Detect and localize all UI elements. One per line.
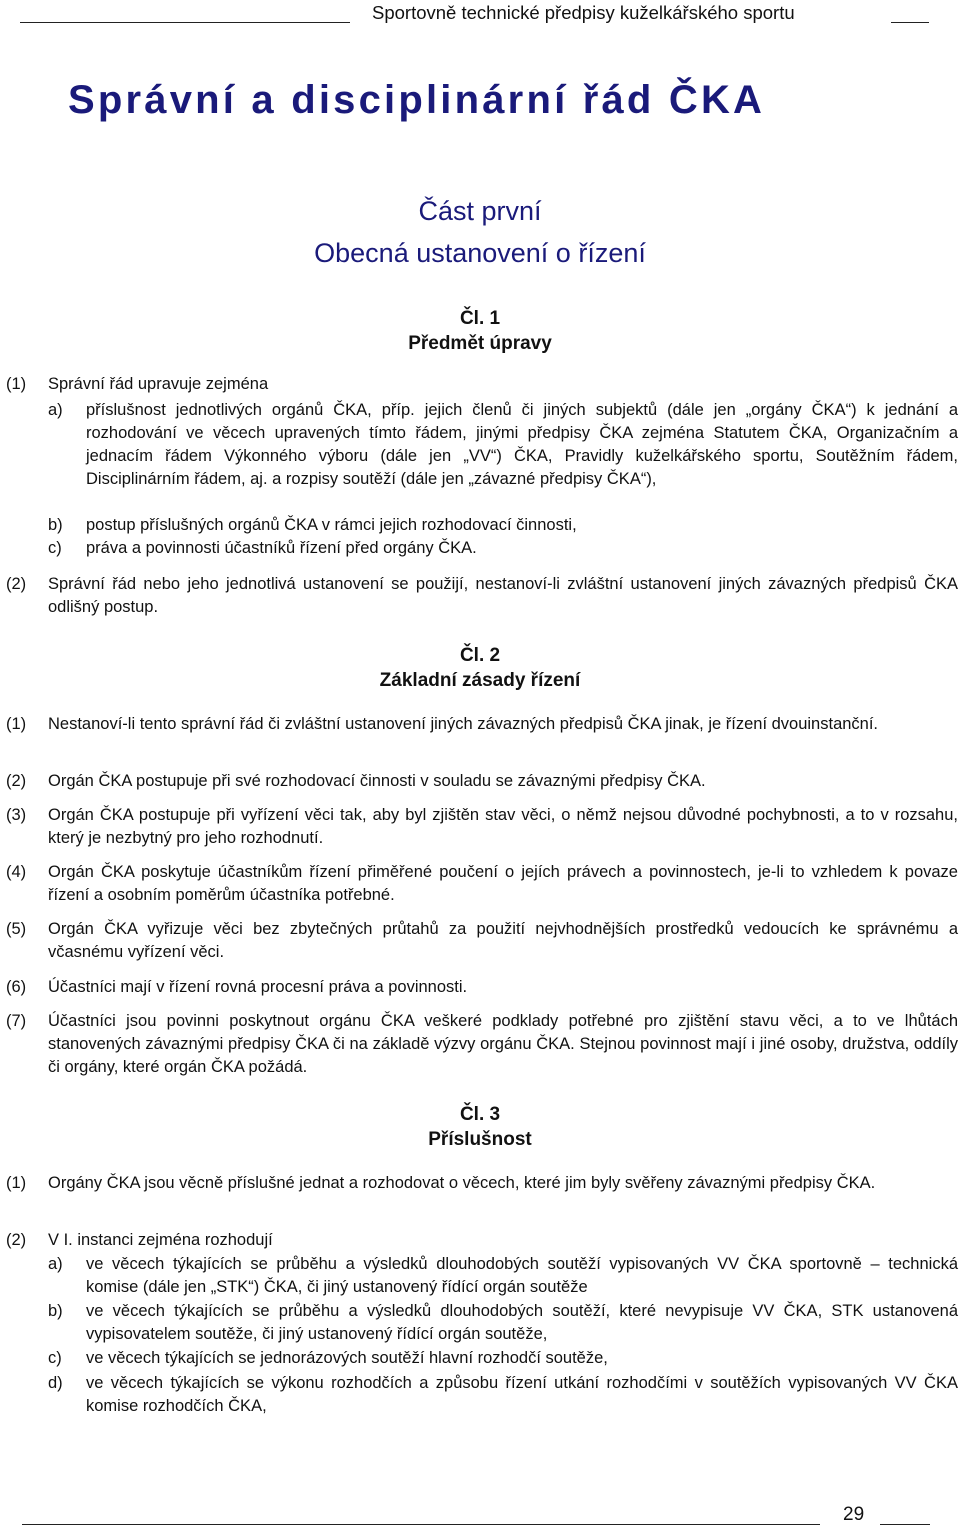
- footer-rule-left: [22, 1524, 820, 1525]
- article-3-item-c: [48, 1347, 958, 1370]
- paragraph-text: Orgán ČKA poskytuje účastníkům řízení přiměřené poučení o jejích právech a povinnostech, je-li to vzhledem k povaze řízení a osobním poměrům účastníka potřebné.: [48, 863, 958, 904]
- article-1-item-b: [48, 514, 958, 537]
- item-label: b): [48, 516, 63, 534]
- article-2-paragraph-6: [6, 976, 958, 999]
- page-footer: [0, 1500, 960, 1528]
- item-label: b): [48, 1302, 63, 1320]
- article-3-number: Čl. 3: [459, 1104, 501, 1125]
- page-header: [0, 0, 960, 26]
- paragraph-number: (3): [6, 806, 27, 824]
- page-number: 29: [843, 1504, 865, 1525]
- header-rule-left: [20, 22, 350, 23]
- item-text: ve věcech týkajících se průběhu a výsledků dlouhodobých soutěží, které nevypisuje VV ČKA, STK ustanovená vypisovatelem soutěže, či jiný ustanovený řídící orgán soutěže,: [86, 1302, 958, 1343]
- paragraph-number: (4): [6, 863, 27, 881]
- article-1-item-c: [48, 537, 958, 560]
- paragraph-text: V I. instanci zejména rozhodují: [48, 1231, 273, 1249]
- document-title: Správní a disciplinární řád ČKA: [68, 78, 766, 122]
- item-label: c): [48, 539, 62, 557]
- article-2-paragraph-2: [6, 770, 958, 793]
- item-label: a): [48, 1255, 63, 1273]
- paragraph-number: (2): [6, 772, 27, 790]
- item-label: c): [48, 1349, 62, 1367]
- paragraph-text: Správní řád upravuje zejména: [48, 375, 269, 393]
- article-2-number: Čl. 2: [459, 645, 501, 666]
- footer-rule-right: [880, 1524, 930, 1525]
- item-text: postup příslušných orgánů ČKA v rámci jejich rozhodovací činnosti,: [86, 516, 577, 534]
- article-1-paragraph-2: [6, 573, 958, 619]
- paragraph-text: Správní řád nebo jeho jednotlivá ustanovení se použijí, nestanoví-li zvláštní ustanovení jiných závazných předpisů ČKA odlišný postup.: [48, 575, 958, 616]
- paragraph-number: (2): [6, 575, 27, 593]
- paragraph-text: Orgán ČKA postupuje při vyřízení věci tak, aby byl zjištěn stav věci, o němž nejsou důvodné pochybnosti, a to v rozsahu, který je nezbytný pro jeho rozhodnutí.: [48, 806, 958, 847]
- article-1-title: Předmět úpravy: [408, 333, 552, 354]
- article-2-paragraph-7: [6, 1010, 958, 1079]
- part-heading: Část první: [418, 196, 542, 226]
- paragraph-number: (2): [6, 1231, 27, 1249]
- paragraph-number: (7): [6, 1012, 27, 1030]
- paragraph-text: Orgán ČKA postupuje při své rozhodovací činnosti v souladu se závaznými předpisy ČKA.: [48, 772, 706, 790]
- item-text: příslušnost jednotlivých orgánů ČKA, příp. jejich členů či jiných subjektů (dále jen „orgány ČKA“) k jednání a rozhodování ve věcech upravených tímto řádem, jinými předpisy ČKA zejména Statutem ČKA, Organizačním a jednacím řádem Výkonného výboru (dále jen „VV“) ČKA, Pravidly kuželkářského sportu, Soutěžním řádem, Disciplinárním řádem, aj. a rozpisy soutěží (dále jen „závazné předpisy ČKA“),: [86, 401, 958, 488]
- article-1-number: Čl. 1: [459, 308, 501, 329]
- article-3-paragraph-1: [6, 1172, 958, 1195]
- article-1-item-a: [48, 399, 958, 491]
- paragraph-number: (1): [6, 375, 27, 393]
- article-3-item-b: [48, 1300, 958, 1346]
- paragraph-text: Orgány ČKA jsou věcně příslušné jednat a rozhodovat o věcech, které jim byly svěřeny závaznými předpisy ČKA.: [48, 1174, 876, 1192]
- article-3-item-d: [48, 1372, 958, 1418]
- article-2-paragraph-3: [6, 804, 958, 850]
- article-2-paragraph-4: [6, 861, 958, 907]
- item-text: ve věcech týkajících se průběhu a výsledků dlouhodobých soutěží vypisovaných VV ČKA sportovně – technická komise (dále jen „STK“) ČKA, či jiný ustanovený řídící orgán soutěže: [86, 1255, 958, 1296]
- item-text: ve věcech týkajících se jednorázových soutěží hlavní rozhodčí soutěže,: [86, 1349, 608, 1367]
- item-text: práva a povinnosti účastníků řízení před orgány ČKA.: [86, 539, 477, 557]
- item-label: a): [48, 401, 63, 419]
- article-3-paragraph-2: [6, 1229, 958, 1252]
- paragraph-number: (5): [6, 920, 27, 938]
- header-title: Sportovně technické předpisy kuželkářského sportu: [372, 2, 795, 23]
- article-2-paragraph-1: [6, 713, 958, 736]
- article-1-paragraph-1: [6, 373, 958, 396]
- article-3-item-a: [48, 1253, 958, 1299]
- article-3-title: Příslušnost: [428, 1129, 532, 1150]
- article-2-paragraph-5: [6, 918, 958, 964]
- item-label: d): [48, 1374, 63, 1392]
- paragraph-text: Nestanoví-li tento správní řád či zvláštní ustanovení jiných závazných předpisů ČKA jinak, je řízení dvouinstanční.: [48, 715, 879, 733]
- item-text: ve věcech týkajících se výkonu rozhodčích a způsobu řízení utkání rozhodčími v soutěžích vypisovaných VV ČKA komise rozhodčích ČKA,: [86, 1374, 958, 1415]
- header-rule-right: [891, 22, 929, 23]
- paragraph-number: (1): [6, 715, 27, 733]
- paragraph-number: (6): [6, 978, 27, 996]
- article-2-title: Základní zásady řízení: [379, 670, 581, 691]
- paragraph-text: Orgán ČKA vyřizuje věci bez zbytečných průtahů za použití nejvhodnějších prostředků vedoucích ke správnému a včasnému vyřízení věci.: [48, 920, 958, 961]
- paragraph-number: (1): [6, 1174, 27, 1192]
- part-subheading: Obecná ustanovení o řízení: [314, 238, 646, 268]
- paragraph-text: Účastníci mají v řízení rovná procesní práva a povinnosti.: [48, 978, 468, 996]
- paragraph-text: Účastníci jsou povinni poskytnout orgánu ČKA veškeré podklady potřebné pro zjištění stavu věci, a to ve lhůtách stanovených závaznými předpisy ČKA či na základě výzvy orgánu ČKA. Stejnou povinnost mají i jiné osoby, družstva, oddíly či orgány, které orgán ČKA požádá.: [48, 1012, 958, 1076]
